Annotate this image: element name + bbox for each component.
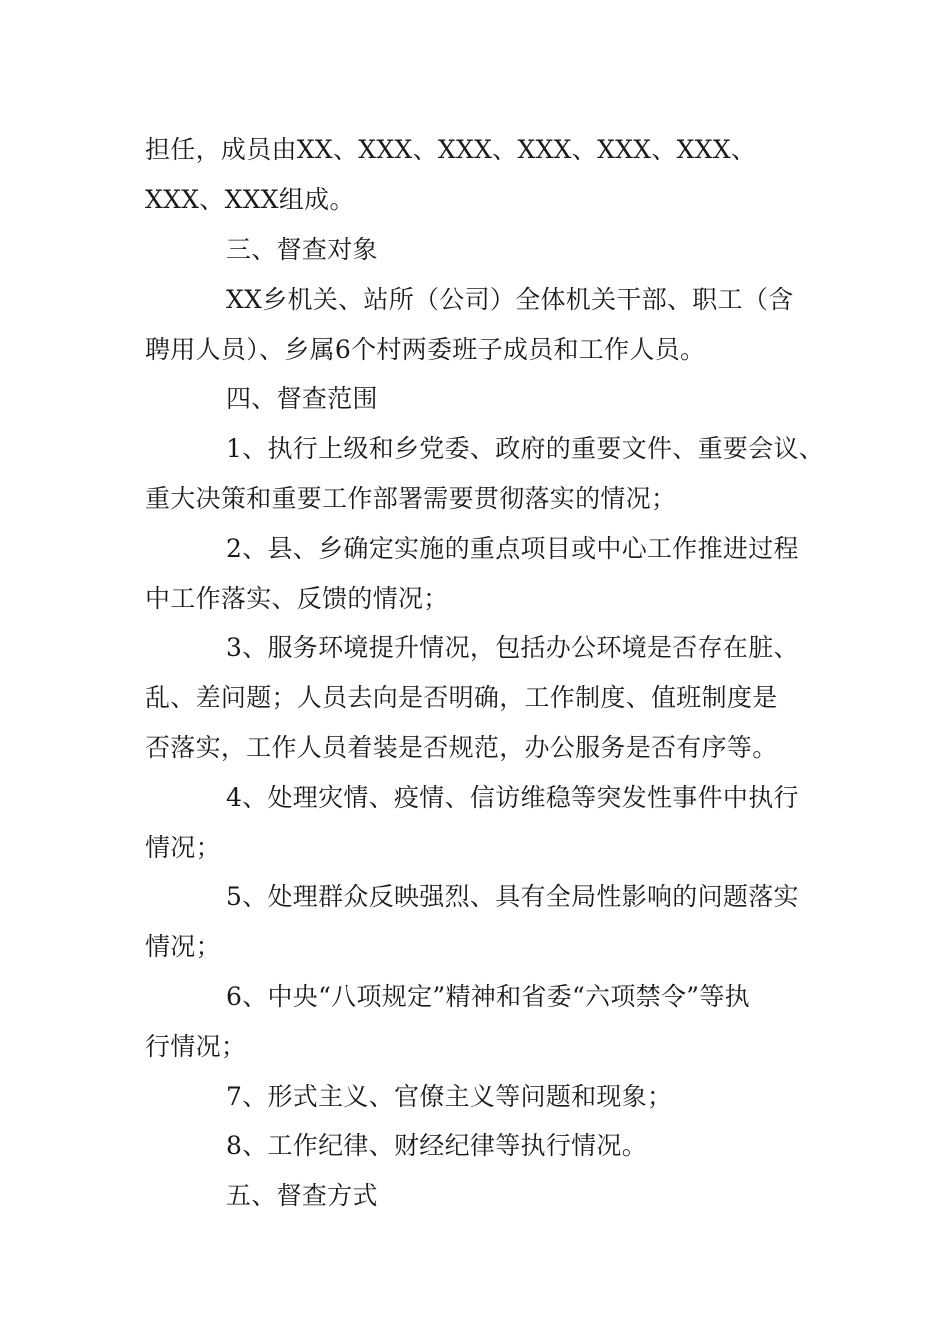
text-line: 否落实，工作人员着装是否规范，办公服务是否有序等。 [145,733,778,762]
text-line: 乱、差问题；人员去向是否明确，工作制度、值班制度是 [145,683,778,712]
text-line: 情况； [145,833,221,862]
text-line: XX乡机关、站所（公司）全体机关干部、职工（含 [226,285,794,314]
list-item: 8、工作纪律、财经纪律等执行情况。 [226,1131,648,1160]
list-item: 1、执行上级和乡党委、政府的重要文件、重要会议、 [226,434,825,463]
section-heading: 三、督查对象 [226,235,378,264]
list-item: 7、形式主义、官僚主义等问题和现象； [226,1082,673,1111]
text-line: 聘用人员）、乡属6个村两委班子成员和工作人员。 [145,335,706,364]
list-item: 3、服务环境提升情况，包括办公环境是否存在脏、 [226,633,799,662]
list-item: 5、处理群众反映强烈、具有全局性影响的问题落实 [226,882,799,911]
list-item: 6、中央“八项规定”精神和省委“六项禁令”等执 [226,982,750,1011]
section-heading: 四、督查范围 [226,384,378,413]
text-line: 担任，成员由XX、XXX、XXX、XXX、XXX、XXX、 [145,135,757,164]
text-line: 重大决策和重要工作部署需要贯彻落实的情况； [145,484,677,513]
list-item: 2、县、乡确定实施的重点项目或中心工作推进过程 [226,534,799,563]
text-line: XXX、XXX组成。 [145,185,355,214]
text-line: 情况； [145,932,221,961]
list-item: 4、处理灾情、疫情、信访维稳等突发性事件中执行 [226,783,799,812]
section-heading: 五、督查方式 [226,1181,378,1210]
text-line: 行情况； [145,1032,247,1061]
text-line: 中工作落实、反馈的情况； [145,584,449,613]
